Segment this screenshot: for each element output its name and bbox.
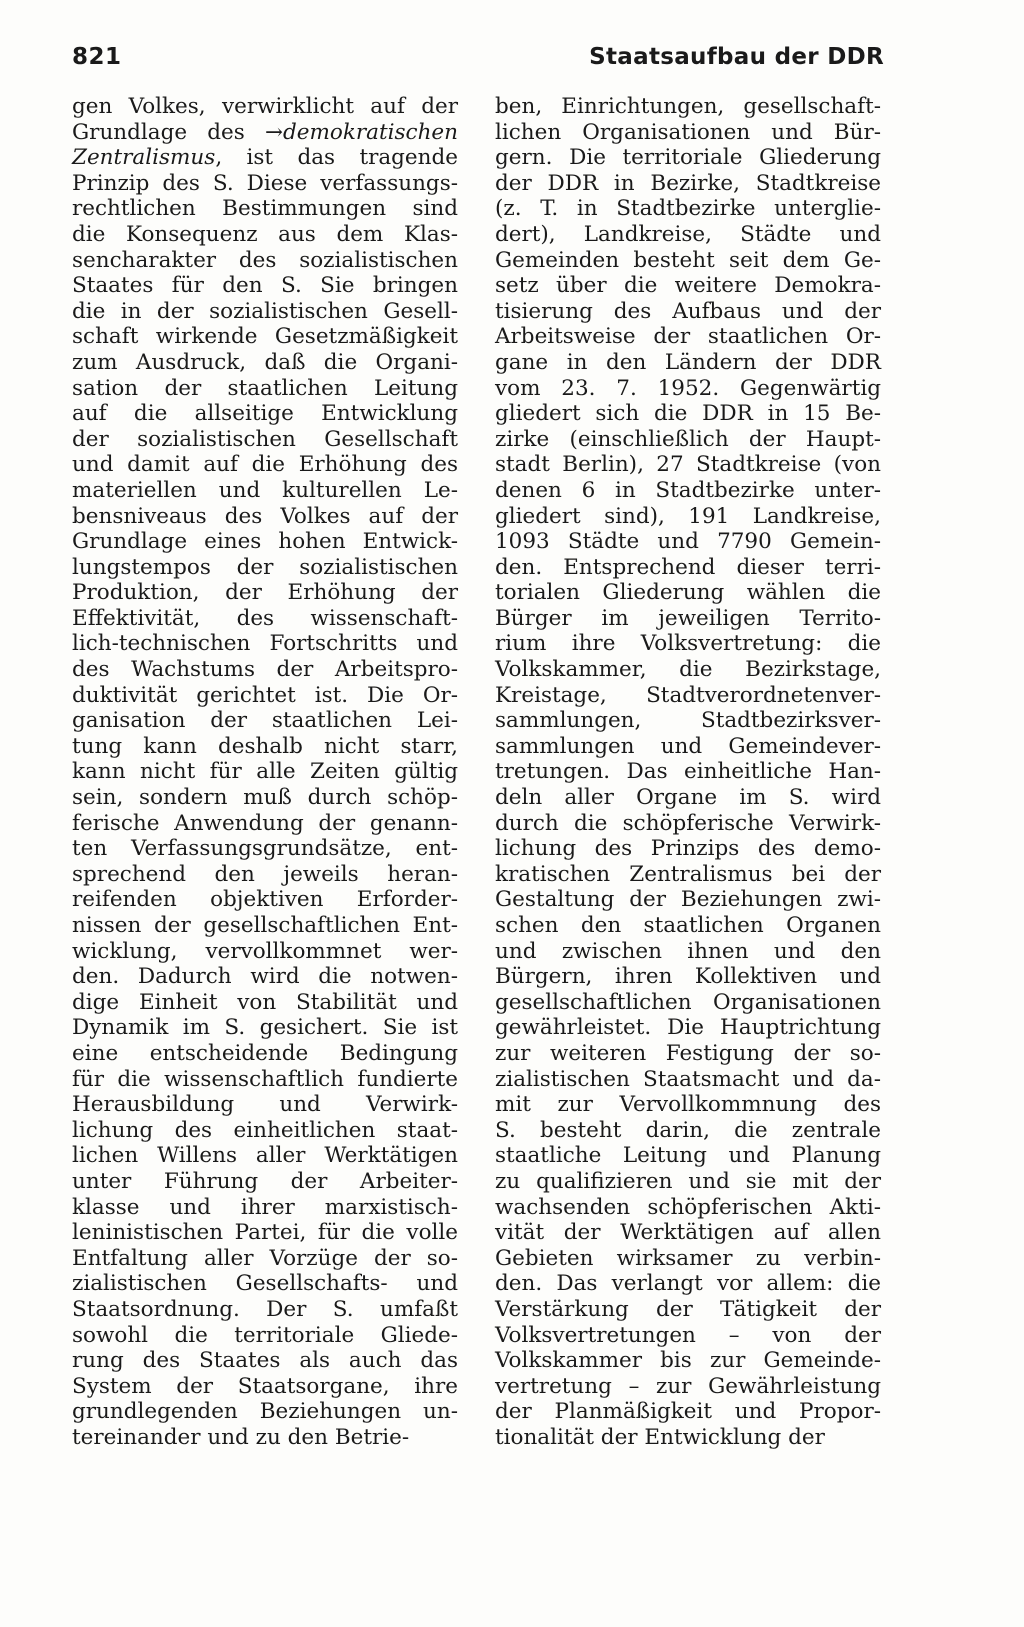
text-line: Prinzip des S. Diese verfassungs- [72, 170, 458, 196]
text-line: Gestaltung der Beziehungen zwi- [495, 887, 881, 913]
text-line: lichung des Prinzips des demo- [495, 836, 881, 862]
text-line: auf die allseitige Entwicklung [72, 401, 458, 427]
right-text-column [495, 94, 881, 1450]
text-line: System der Staatsorgane, ihre [72, 1373, 458, 1399]
text-line: und zwischen ihnen und den [495, 938, 881, 964]
text-line: Zentralismus, ist das tragende [72, 145, 458, 171]
text-line: gen Volkes, verwirklicht auf der [72, 94, 458, 119]
text-line: gane in den Ländern der DDR [495, 349, 881, 375]
text-line: der DDR in Bezirke, Stadtkreise [495, 170, 881, 196]
text-line: durch die schöpferische Verwirk- [495, 810, 881, 836]
text-line: schen den staatlichen Organen [495, 913, 881, 938]
text-line: lich-technischen Fortschritts und [72, 631, 458, 657]
text-line: tionalität der Entwicklung der [495, 1424, 825, 1450]
text-line: (z. T. in Stadtbezirke unterglie- [495, 196, 881, 222]
text-line: die in der sozialistischen Gesell- [72, 298, 458, 324]
text-line: stadt Berlin), 27 Stadtkreise (von [495, 452, 881, 478]
text-line: ten Verfassungsgrundsätze, ent- [72, 836, 458, 862]
text-line: gewährleistet. Die Hauptrichtung [495, 1015, 881, 1041]
text-line: Staates für den S. Sie bringen [72, 273, 458, 299]
text-line: wicklung, vervollkommnet wer- [72, 938, 458, 964]
text-line: den. Entsprechend dieser terri- [495, 554, 881, 580]
text-line: zialistischen Staatsmacht und da- [495, 1066, 881, 1092]
text-line: denen 6 in Stadtbezirke unter- [495, 477, 881, 503]
text-line: S. besteht darin, die zentrale [495, 1117, 881, 1143]
text-line: sein, sondern muß durch schöp- [72, 785, 458, 811]
text-line: Gemeinden besteht seit dem Ge- [495, 247, 881, 273]
running-head: Staatsaufbau der DDR [589, 44, 884, 70]
text-line: Entfaltung aller Vorzüge der so- [72, 1245, 458, 1271]
text-line: sencharakter des sozialistischen [72, 247, 458, 273]
text-line: tretungen. Das einheitliche Han- [495, 759, 881, 785]
text-line: ganisation der staatlichen Lei- [72, 708, 458, 734]
text-line: dert), Landkreise, Städte und [495, 221, 881, 247]
text-line: für die wissenschaftlich fundierte [72, 1066, 458, 1092]
text-line: lungstempos der sozialistischen [72, 554, 458, 580]
text-line: den. Dadurch wird die notwen- [72, 964, 458, 990]
text-line: Effektivität, des wissenschaft- [72, 605, 458, 631]
text-line: Dynamik im S. gesichert. Sie ist [72, 1015, 458, 1041]
text-line: die Konsequenz aus dem Klas- [72, 221, 458, 247]
text-line: zialistischen Gesellschafts- und [72, 1271, 458, 1297]
text-line: zu qualifizieren und sie mit der [495, 1168, 881, 1194]
text-line: ferische Anwendung der genann- [72, 810, 458, 836]
text-line: wachsenden schöpferischen Akti- [495, 1194, 881, 1220]
text-line: leninistischen Partei, für die volle [72, 1220, 458, 1246]
text-line: grundlegenden Beziehungen un- [72, 1399, 458, 1425]
text-line: rung des Staates als auch das [72, 1348, 458, 1374]
text-line: Arbeitsweise der staatlichen Or- [495, 324, 881, 350]
text-line: 1093 Städte und 7790 Gemein- [495, 529, 881, 555]
text-line: Bürger im jeweiligen Territo- [495, 605, 881, 631]
text-line: tereinander und zu den Betrie- [72, 1424, 410, 1450]
text-line: rium ihre Volksvertretung: die [495, 631, 881, 657]
text-line: lichen Willens aller Werktätigen [72, 1143, 458, 1169]
text-line: Volkskammer, die Bezirkstage, [495, 657, 881, 683]
text-line: gliedert sind), 191 Landkreise, [495, 503, 881, 529]
text-line: Volksvertretungen – von der [495, 1322, 881, 1348]
text-line: dige Einheit von Stabilität und [72, 989, 458, 1015]
text-line: Gebieten wirksamer zu verbin- [495, 1245, 881, 1271]
text-line: mit zur Vervollkommnung des [495, 1092, 881, 1118]
text-line: des Wachstums der Arbeitspro- [72, 657, 458, 683]
text-line: sammlungen, Stadtbezirksver- [495, 708, 881, 734]
text-line: den. Das verlangt vor allem: die [495, 1271, 881, 1297]
text-line: gern. Die territoriale Gliederung [495, 145, 881, 171]
text-line: lichung des einheitlichen staat- [72, 1117, 458, 1143]
text-line: tung kann deshalb nicht starr, [72, 733, 458, 759]
text-line: kann nicht für alle Zeiten gültig [72, 759, 458, 785]
text-line: Grundlage eines hohen Entwick- [72, 529, 458, 555]
text-line: und damit auf die Erhöhung des [72, 452, 458, 478]
text-line: setz über die weitere Demokra- [495, 273, 881, 299]
text-line: Herausbildung und Verwirk- [72, 1092, 458, 1118]
text-line: deln aller Organe im S. wird [495, 785, 881, 811]
text-line: der sozialistischen Gesellschaft [72, 426, 458, 452]
text-line: eine entscheidende Bedingung [72, 1040, 458, 1066]
text-line: bensniveaus des Volkes auf der [72, 503, 458, 529]
text-line: vom 23. 7. 1952. Gegenwärtig [495, 375, 881, 401]
text-line: nissen der gesellschaftlichen Ent- [72, 913, 458, 938]
text-line: kratischen Zentralismus bei der [495, 861, 881, 887]
text-line: sprechend den jeweils heran- [72, 861, 458, 887]
text-line: Grundlage des →demokratischen [72, 119, 458, 145]
text-line: lichen Organisationen und Bür- [495, 119, 881, 145]
page-number: 821 [72, 44, 122, 70]
text-line: Staatsordnung. Der S. umfaßt [72, 1296, 458, 1322]
text-line: der Planmäßigkeit und Propor- [495, 1399, 881, 1425]
text-line: vertretung – zur Gewährleistung [495, 1373, 881, 1399]
text-line: schaft wirkende Gesetzmäßigkeit [72, 324, 458, 350]
text-line: torialen Gliederung wählen die [495, 580, 881, 606]
text-line: materiellen und kulturellen Le- [72, 477, 458, 503]
text-line: Produktion, der Erhöhung der [72, 580, 458, 606]
text-line: zur weiteren Festigung der so- [495, 1040, 881, 1066]
text-line: Volkskammer bis zur Gemeinde- [495, 1348, 881, 1374]
text-line: sation der staatlichen Leitung [72, 375, 458, 401]
text-line: vität der Werktätigen auf allen [495, 1220, 881, 1246]
text-line: rechtlichen Bestimmungen sind [72, 196, 458, 222]
text-line: Verstärkung der Tätigkeit der [495, 1296, 881, 1322]
text-line: zum Ausdruck, daß die Organi- [72, 349, 458, 375]
text-line: sowohl die territoriale Gliede- [72, 1322, 458, 1348]
text-line: Bürgern, ihren Kollektiven und [495, 964, 881, 990]
text-line: klasse und ihrer marxistisch- [72, 1194, 458, 1220]
text-line: gliedert sich die DDR in 15 Be- [495, 401, 881, 427]
text-line: tisierung des Aufbaus und der [495, 298, 881, 324]
text-line: unter Führung der Arbeiter- [72, 1168, 458, 1194]
left-text-column [72, 94, 458, 1450]
text-line: staatliche Leitung und Planung [495, 1143, 881, 1169]
text-line: reifenden objektiven Erforder- [72, 887, 458, 913]
text-line: Kreistage, Stadtverordnetenver- [495, 682, 881, 708]
text-line: gesellschaftlichen Organisationen [495, 989, 881, 1015]
text-line: duktivität gerichtet ist. Die Or- [72, 682, 458, 708]
text-line: ben, Einrichtungen, gesellschaft- [495, 94, 881, 119]
text-line: sammlungen und Gemeindever- [495, 733, 881, 759]
text-line: zirke (einschließlich der Haupt- [495, 426, 881, 452]
